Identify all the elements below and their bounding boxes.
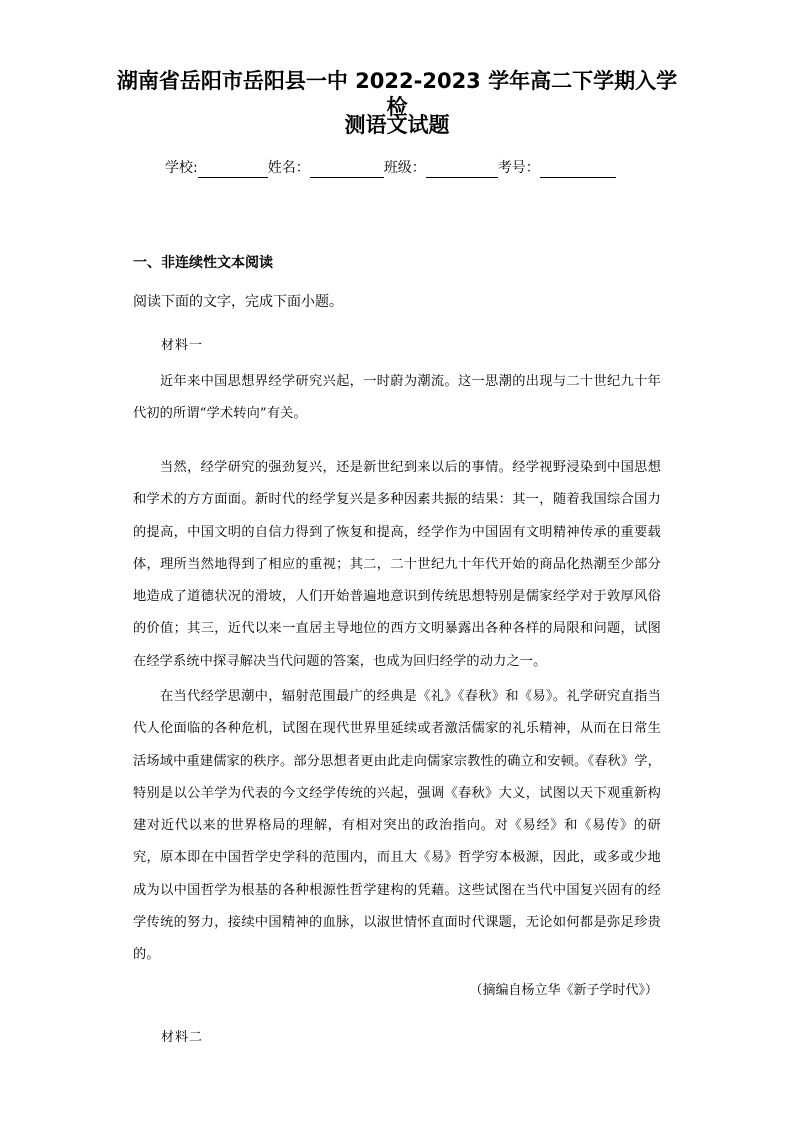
section-instruction: 阅读下面的文字，完成下面小题。 <box>133 294 343 310</box>
material1-source: （摘编自杨立华《新子学时代》） <box>469 983 658 998</box>
name-label: 姓名： <box>267 160 310 176</box>
material1-label: 材料一 <box>161 338 204 353</box>
number-label: 考号： <box>497 160 540 176</box>
exam-title-line2: 测语文试题 <box>344 113 450 137</box>
class-blank[interactable] <box>426 163 498 178</box>
material1-paragraph-1: 近年来中国思想界经学研究兴起，一时蔚为潮流。这一思潮的出现与二十世纪九十年代初的所谓“学术转向”有关。 <box>133 374 661 422</box>
number-blank[interactable] <box>540 163 616 178</box>
school-label: 学校: <box>165 160 198 176</box>
material1-paragraph-2: 当然，经学研究的强劲复兴，还是新世纪到来以后的事情。经学视野浸染到中国思想和学术的方方面面。新时代的经学复兴是多种因素共振的结果：其一，随着我国综合国力的提高，中国文明的自信力得到了恢复和提高，经学作为中国固有文明精神传承的重要载体，理所当然地得到了相应的重视；其二，二十世纪九十年代开始的商品化热潮至少部分地造成了道德状况的滑坡，人们开始普遍地意识到传统思想特别是儒家经学对于敦厚风俗的价值；其三，近代以来一直居主导地位的西方文明暴露出各种各样的局限和问题，试图在经学系统中探寻解决当代问题的答案，也成为回归经学的动力之一。 <box>133 460 661 669</box>
school-blank[interactable] <box>198 163 268 178</box>
student-info-line <box>165 158 645 178</box>
name-blank[interactable] <box>310 163 384 178</box>
material2-label: 材料二 <box>161 1030 204 1045</box>
exam-title-line1: 湖南省岳阳市岳阳县一中 2022-2023 学年高二下学期入学检 <box>116 69 678 119</box>
section-heading: 一、非连续性文本阅读 <box>133 255 273 271</box>
class-label: 班级： <box>383 160 426 176</box>
material1-paragraph-3: 在当代经学思潮中，辐射范围最广的经典是《礼》《春秋》和《易》。礼学研究直指当代人伦面临的各种危机，试图在现代世界里延续或者激活儒家的礼乐精神，从而在日常生活场域中重建儒家的秩序。部分思想者更由此走向儒家宗教性的确立和安顿。《春秋》学，特别是以公羊学为代表的今文经学传统的兴起，强调《春秋》大义，试图以天下观重新构建对近代以来的世界格局的理解，有相对突出的政治指向。对《易经》和《易传》的研究，原本即在中国哲学史学科的范围内，而且大《易》哲学穷本极源，因此，或多或少地成为以中国哲学为根基的各种根源性哲学建构的凭藉。这些试图在当代中国复兴固有的经学传统的努力，接续中国精神的血脉，以淑世情怀直面时代课题，无论如何都是弥足珍贵的。 <box>133 689 661 963</box>
